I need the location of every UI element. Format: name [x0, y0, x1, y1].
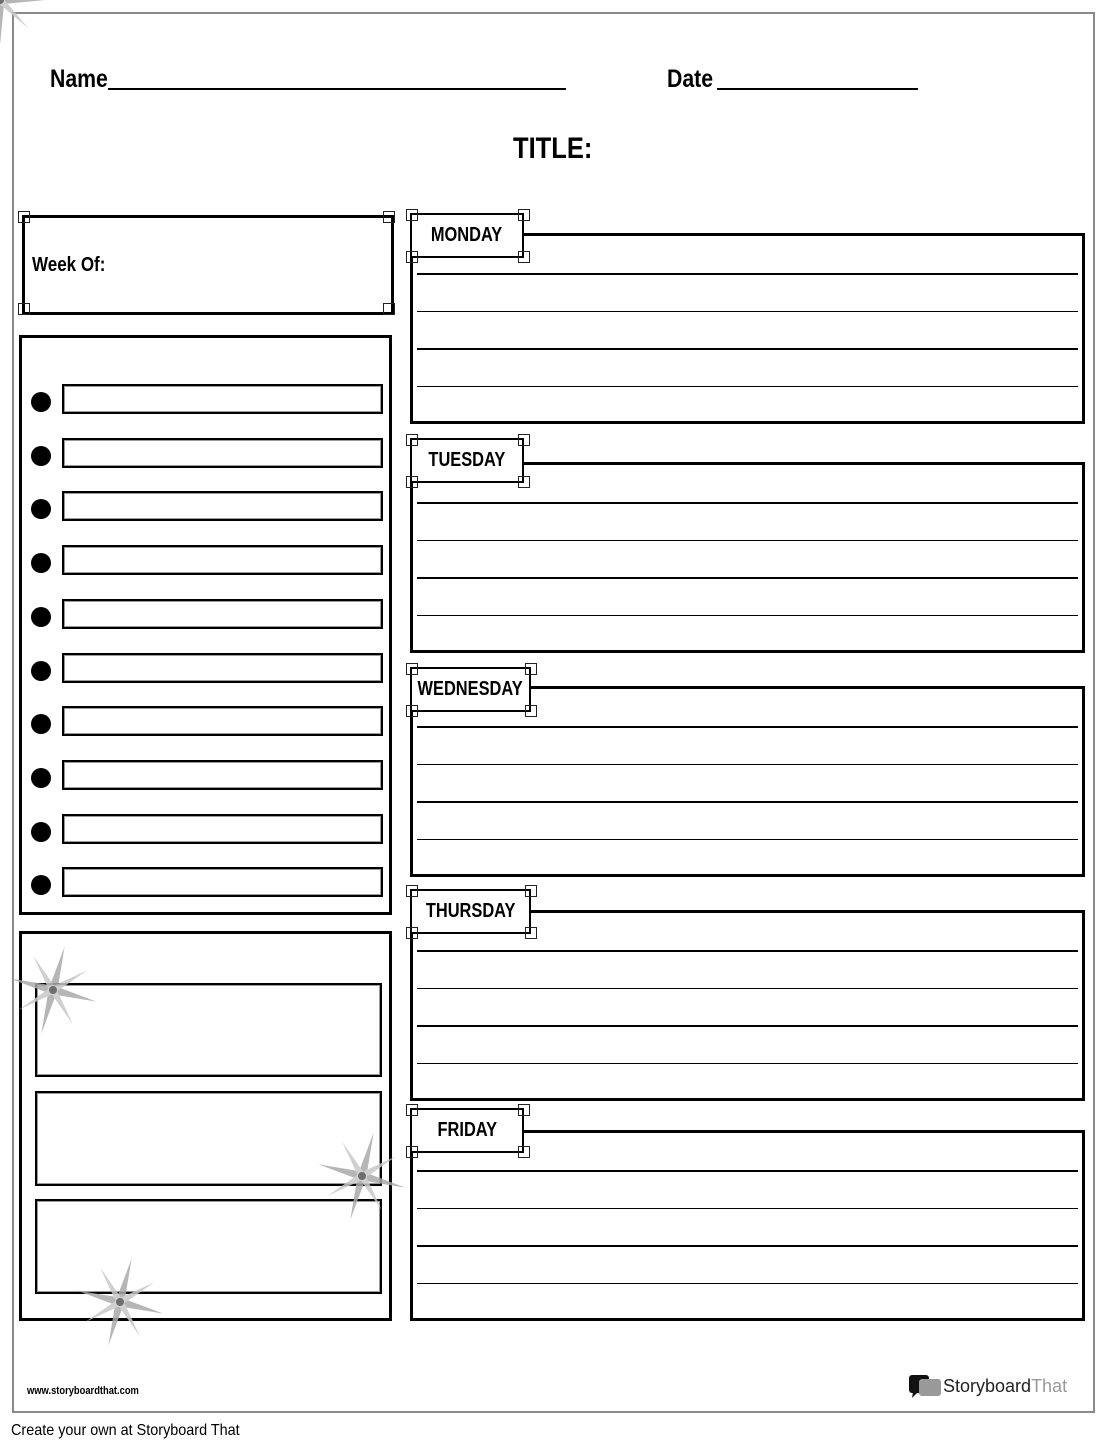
writing-line	[417, 615, 1078, 617]
title-label: TITLE:	[513, 132, 593, 165]
writing-line	[417, 839, 1078, 841]
writing-line	[417, 348, 1078, 350]
writing-line	[417, 1063, 1078, 1065]
day-label: FRIDAY	[437, 1119, 497, 1141]
sparkle-icon	[65, 1247, 175, 1357]
writing-line	[417, 801, 1078, 803]
day-box-tuesday[interactable]	[410, 462, 1085, 653]
footer-caption[interactable]: Create your own at Storyboard That	[11, 1422, 240, 1439]
speech-bubble-logo-icon	[909, 1373, 943, 1399]
sparkle-icon	[0, 935, 108, 1045]
writing-line	[417, 764, 1078, 766]
day-label-box	[410, 667, 531, 712]
writing-line	[417, 386, 1078, 388]
writing-line	[417, 1025, 1078, 1027]
writing-line	[417, 540, 1078, 542]
day-box-friday[interactable]	[410, 1130, 1085, 1321]
day-label-box	[410, 213, 524, 258]
writing-line	[417, 1170, 1078, 1172]
writing-line	[417, 311, 1078, 313]
writing-line	[417, 577, 1078, 579]
date-label: Date	[667, 65, 714, 93]
writing-line	[417, 1245, 1078, 1247]
day-box-wednesday[interactable]	[410, 686, 1085, 877]
name-label: Name	[50, 65, 108, 93]
writing-line	[417, 726, 1078, 728]
day-label-box	[410, 1108, 524, 1153]
week-of-label: Week Of:	[32, 254, 106, 276]
writing-line	[417, 1208, 1078, 1210]
writing-line	[417, 502, 1078, 504]
writing-line	[417, 1283, 1078, 1285]
writing-line	[417, 950, 1078, 952]
day-box-monday[interactable]	[410, 233, 1085, 424]
sparkle-icon	[307, 1121, 417, 1231]
day-label-box	[410, 438, 524, 483]
storyboardthat-logo[interactable]: Storyboard That	[909, 1373, 1067, 1399]
day-label: THURSDAY	[425, 900, 516, 922]
writing-line	[417, 273, 1078, 275]
day-label-box	[410, 889, 531, 934]
day-label: TUESDAY	[428, 449, 506, 471]
day-box-thursday[interactable]	[410, 910, 1085, 1101]
writing-line	[417, 988, 1078, 990]
footer-url[interactable]: www.storyboardthat.com	[27, 1385, 139, 1397]
day-label: MONDAY	[431, 224, 503, 246]
day-label: WEDNESDAY	[417, 678, 524, 700]
